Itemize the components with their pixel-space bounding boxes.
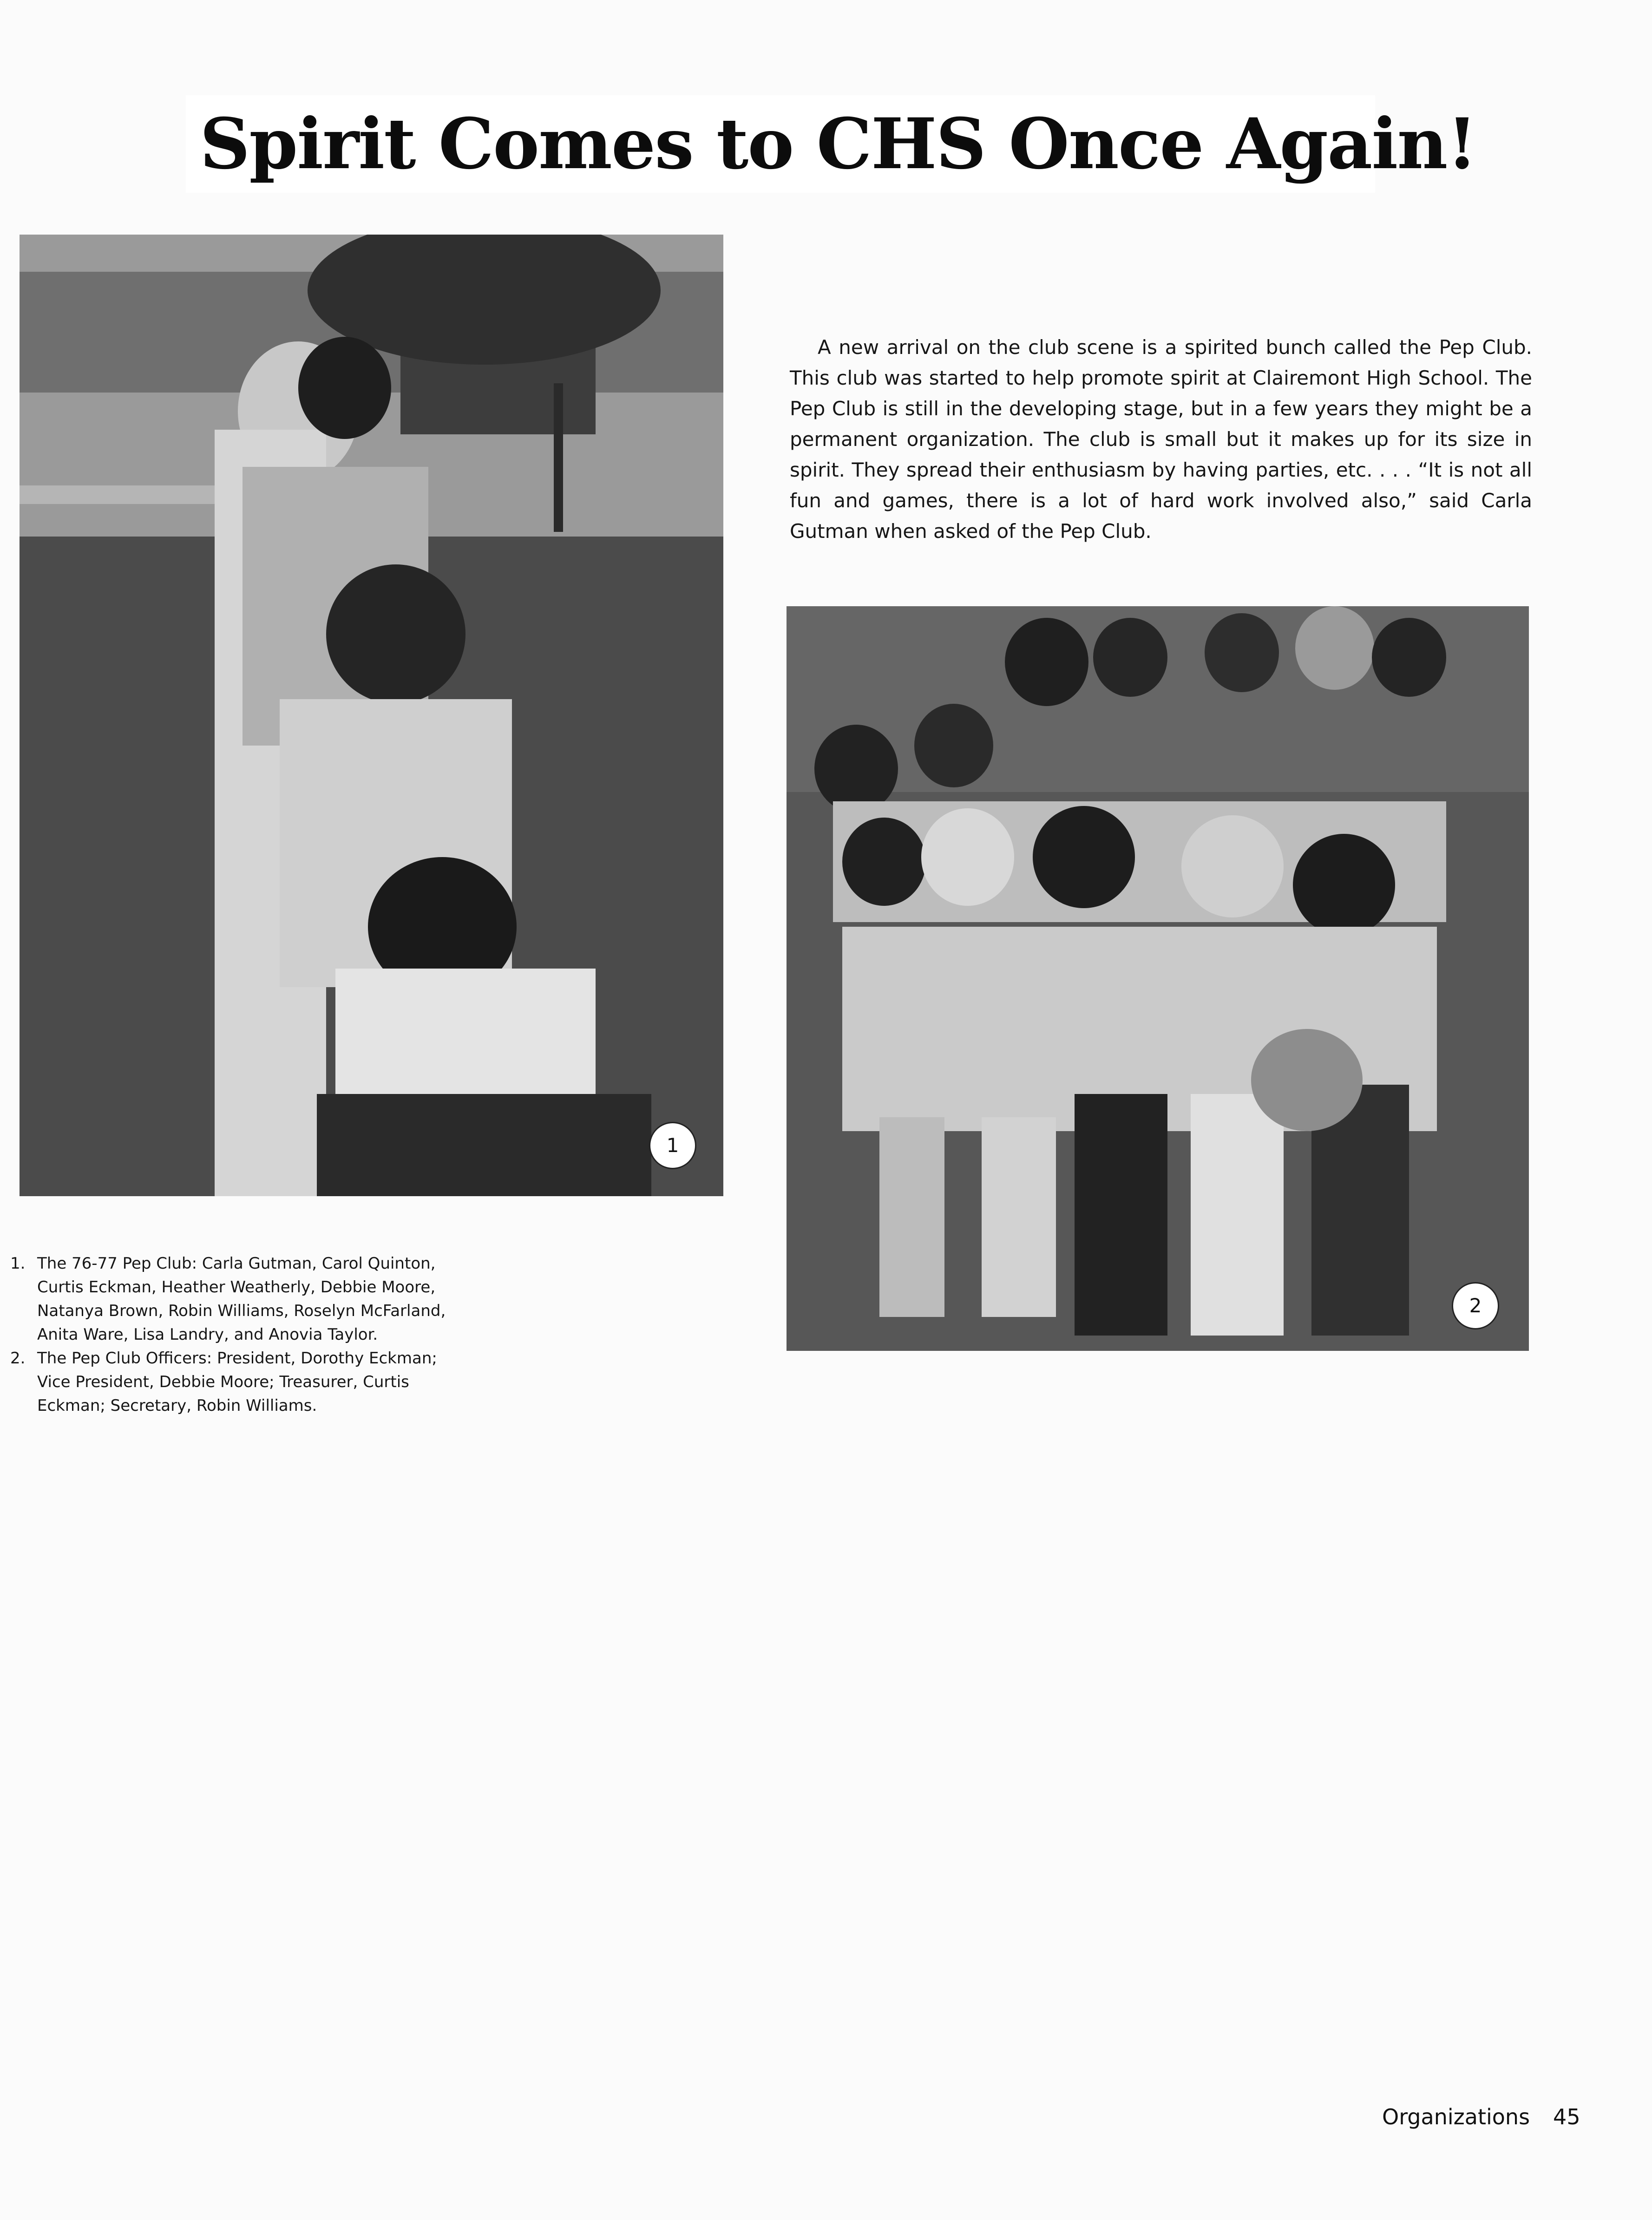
photo-1-image (20, 235, 723, 1196)
photo-number-badge: 1 (649, 1122, 696, 1169)
caption-number: 1. (10, 1254, 26, 1273)
caption-text: The 76-77 Pep Club: Carla Gutman, Carol Quinton, Curtis Eckman, Heather Weatherly, Debbie Moore, Natanya Brown, Robin Williams, Roselyn McFarland, Anita Ware, Lisa Landry, and Anovia Taylor. (37, 1254, 446, 1344)
caption-text: The Pep Club Officers: President, Dorothy Eckman; Vice President, Debbie Moore; Treasurer, Curtis Eckman; Secretary, Robin Williams. (37, 1349, 437, 1415)
page-number: 45 (1553, 2104, 1580, 2129)
article-body: A new arrival on the club scene is a spirited bunch called the Pep Club. This club was started to help promote spirit at Clairemont High School. The Pep Club is still in the developing stage, but in a few years they might be a permanent organization. The club is small but it makes up for its size in spirit. They spread their enthusiasm by having parties, etc. . . . “It is not all fun and games, there is a lot of hard work involved also,” said Carla Gutman when asked of the Pep Club. (790, 336, 1532, 543)
caption-item (10, 1252, 475, 1347)
caption-item (10, 1347, 475, 1418)
photo-captions (10, 1252, 475, 1418)
photo-2-image (787, 606, 1529, 1351)
photo-2 (787, 606, 1529, 1351)
photo-1 (20, 235, 723, 1196)
section-name: Organizations (1382, 2104, 1530, 2129)
caption-number: 2. (10, 1349, 26, 1368)
page-footer (1382, 2104, 1580, 2129)
page-title: Spirit Comes to CHS Once Again! (186, 95, 1375, 193)
photo-number-badge: 2 (1452, 1282, 1499, 1329)
